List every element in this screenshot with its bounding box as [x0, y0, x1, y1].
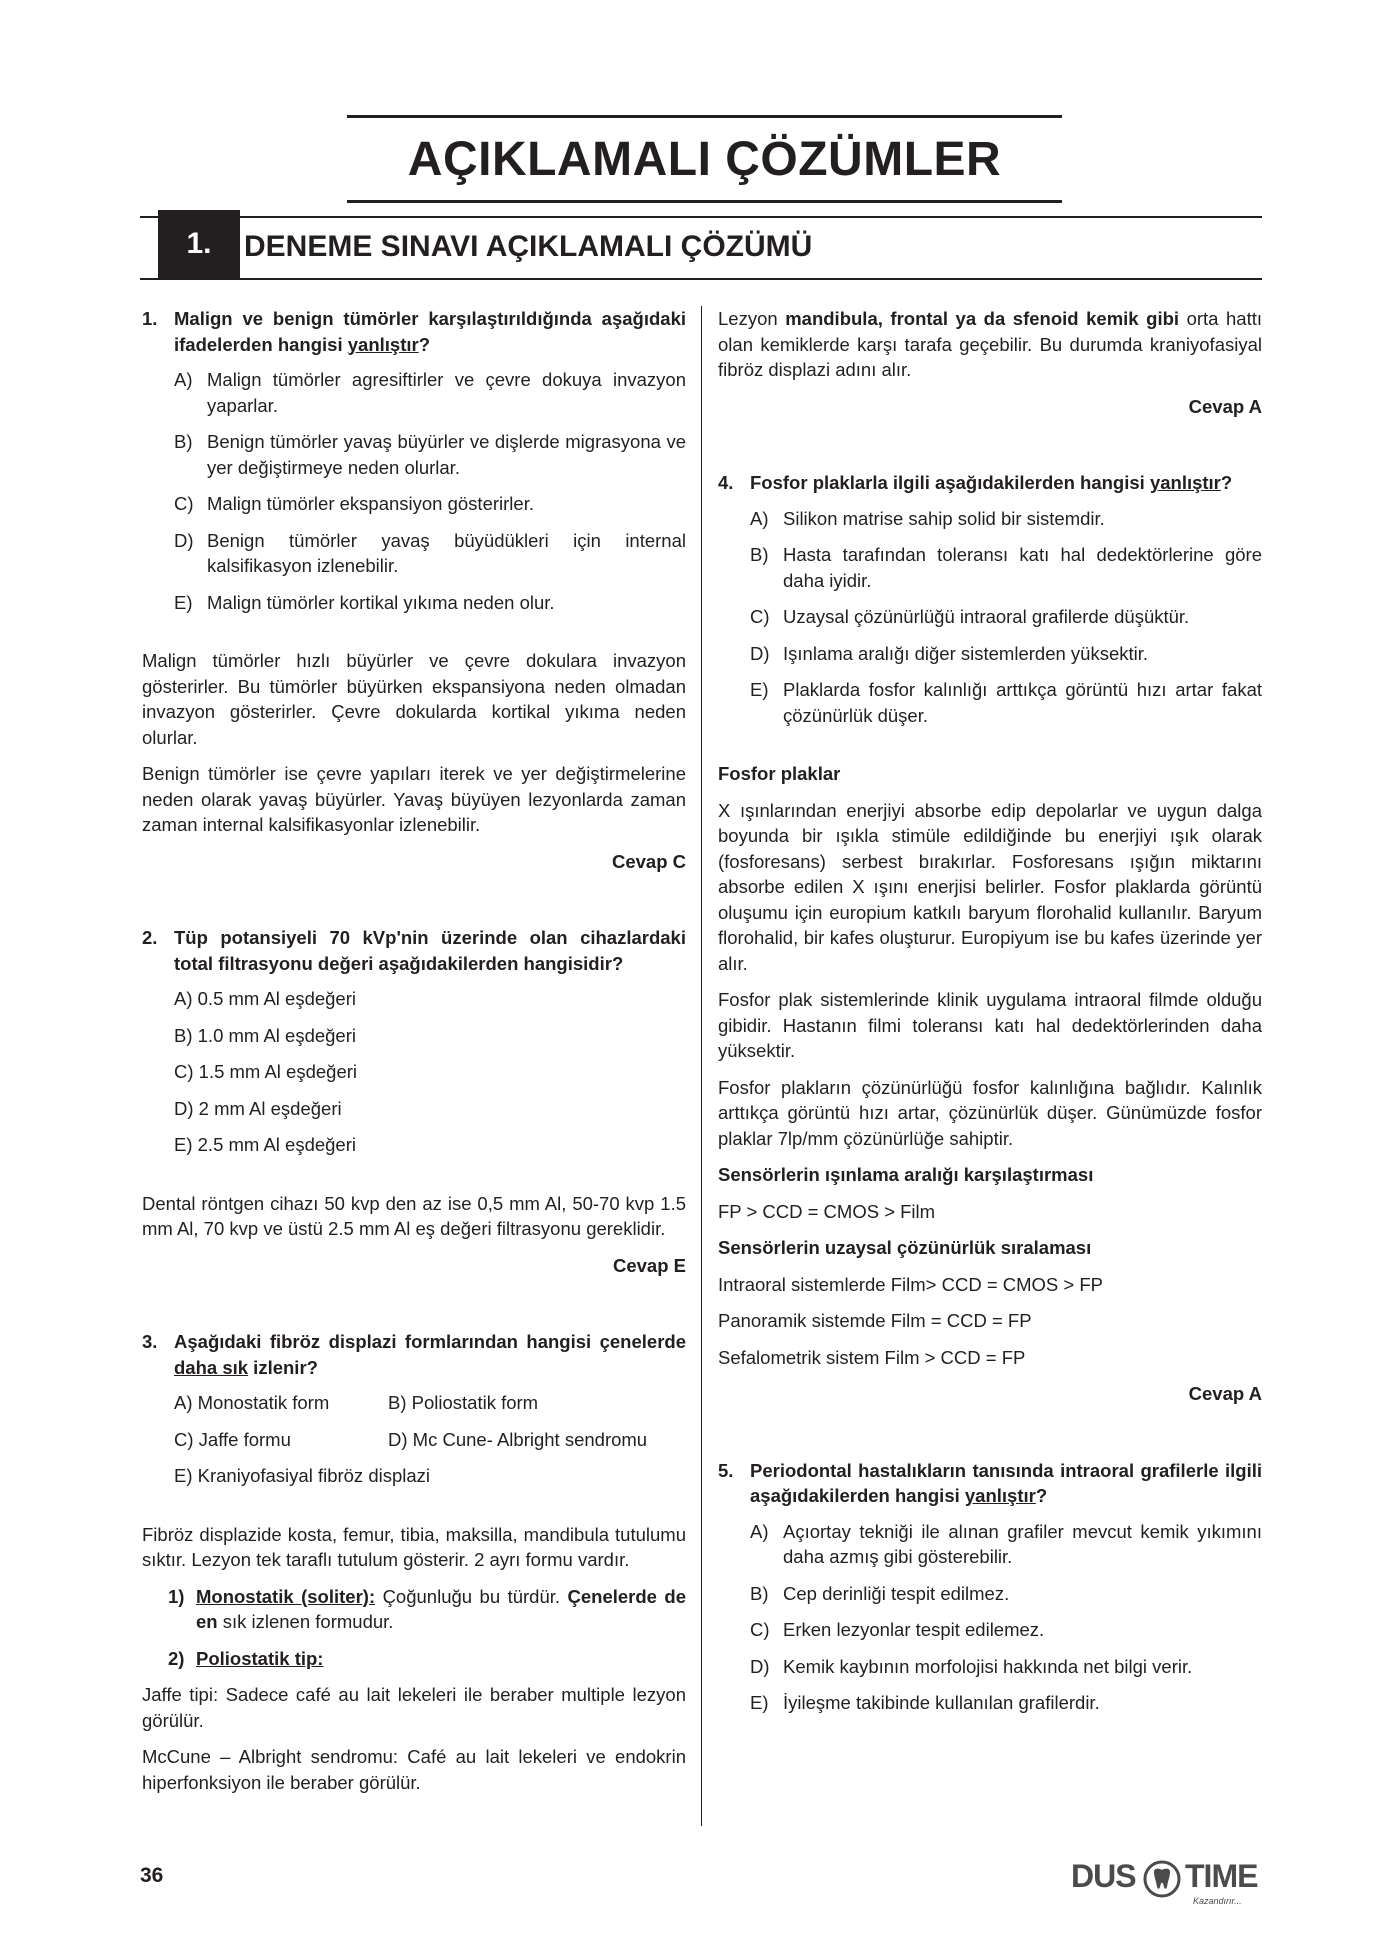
question-4 — [718, 470, 1262, 496]
brand-logo — [1071, 1858, 1266, 1914]
option-e: E) 2.5 mm Al eşdeğeri — [174, 1134, 356, 1155]
question-number: 1. — [142, 308, 158, 329]
logo-text-left: DUS — [1071, 1858, 1136, 1894]
section-number: 1. — [158, 210, 240, 278]
answer-label: Cevap E — [612, 1254, 686, 1276]
explanation-paragraph: Lezyon mandibula, frontal ya da sfenoid kemik gibi orta hattı olan kemiklerde karşı tarafa geçebilir. Bu durumda kraniyofasiyal fibröz displazi adını alır. — [718, 308, 1263, 380]
option-e: E) Malign tümörler kortikal yıkıma neden olur. — [174, 591, 555, 613]
column-divider — [701, 306, 702, 1826]
comparison-line: Sefalometrik sistem Film > CCD = FP — [718, 1346, 1026, 1368]
question-number: 2. — [142, 927, 158, 948]
option-c: C) Malign tümörler ekspansiyon gösterirler. — [174, 493, 534, 514]
question-text: Tüp potansiyeli 70 kVp'nin üzerinde olan cihazlardaki total filtrasyonu değeri aşağıdakilerden hangisidir? — [174, 927, 686, 974]
explanation-paragraph: Fosfor plakların çözünürlüğü fosfor kalınlığına bağlıdır. Kalınlık arttıkça görüntü hızı artar, çözünürlük düşer. Günümüzde fosfor plaklar 7lp/mm çözünürlüğe sahiptir. — [718, 1076, 1262, 1149]
question-number: 4. — [718, 472, 734, 493]
question-1 — [142, 306, 686, 357]
option-b: B) Poliostatik form — [388, 1392, 539, 1413]
section-header — [140, 216, 1262, 280]
explanation-paragraph: Jaffe tipi: Sadece café au lait lekeleri ile beraber multiple lezyon görülür. — [142, 1684, 686, 1731]
section-title: DENEME SINAVI AÇIKLAMALI ÇÖZÜMÜ — [244, 230, 813, 263]
option-d: D) Işınlama aralığı diğer sistemlerden yüksektir. — [750, 642, 1149, 664]
option-a: A) Silikon matrise sahip solid bir sistemdir. — [750, 507, 1105, 529]
option-d: D) Kemik kaybının morfolojisi hakkında net bilgi verir. — [750, 1655, 1193, 1677]
answer-label: Cevap A — [1188, 395, 1262, 417]
options-row — [174, 1427, 686, 1453]
logo-text-right: TIME — [1185, 1858, 1258, 1894]
option-e: E) İyileşme takibinde kullanılan grafilerdir. — [750, 1692, 1100, 1713]
question-number: 3. — [142, 1331, 158, 1352]
numbered-item-1: 1) Monostatik (soliter): Çoğunluğu bu türdür. Çenelerde de en sık izlenen formudur. — [168, 1585, 687, 1632]
option-c: C) Uzaysal çözünürlüğü intraoral grafilerde düşüktür. — [750, 606, 1190, 627]
option-c: C) Erken lezyonlar tespit edilemez. — [750, 1619, 1045, 1640]
explanation-paragraph: Dental röntgen cihazı 50 kvp den az ise 0,5 mm Al, 50-70 kvp 1.5 mm Al, 70 kvp ve üstü 2.5 mm Al eş değeri filtrasyonu gereklidir. — [142, 1192, 686, 1239]
question-2 — [142, 925, 686, 976]
option-c: C) 1.5 mm Al eşdeğeri — [174, 1061, 358, 1082]
option-e: E) Kraniyofasiyal fibröz displazi — [174, 1465, 431, 1486]
option-d: D) 2 mm Al eşdeğeri — [174, 1097, 342, 1119]
subheading: Sensörlerin ışınlama aralığı karşılaştırması — [718, 1164, 1094, 1185]
tooth-icon — [1141, 1860, 1183, 1898]
left-column — [142, 306, 686, 1806]
question-text: Aşağıdaki fibröz displazi formlarından hangisi çenelerde daha sık izlenir? — [174, 1331, 686, 1378]
explanation-paragraph: Fosfor plak sistemlerinde klinik uygulama intraoral filmde olduğu gibidir. Hastanın filmi toleransı katı hal dedektörlerinden daha yüksektir. — [718, 989, 1262, 1061]
subheading: Fosfor plaklar — [718, 763, 841, 784]
question-text: Periodontal hastalıkların tanısında intraoral grafilerle ilgili aşağıdakilerden hangisi yanlıştır? — [750, 1459, 1262, 1506]
question-5 — [718, 1458, 1262, 1509]
logo-tagline: Kazandırır... — [1193, 1896, 1242, 1906]
option-a: A) Açıortay tekniği ile alınan grafiler mevcut kemik yıkımını daha azmış gibi gösterebilir. — [750, 1520, 1262, 1567]
option-c: C) Jaffe formu — [174, 1428, 291, 1450]
option-a: A) Malign tümörler agresiftirler ve çevre dokuya invazyon yaparlar. — [174, 369, 686, 416]
option-a: A) Monostatik form — [174, 1392, 330, 1413]
explanation-paragraph: X ışınlarından enerjiyi absorbe edip depolarlar ve uygun dalga boyunda bir ışıkla stimüle edildiğinde bu enerjiyi ışık olarak (fosforesans) serbest bırakırlar. Fosforesans ışığın miktarını absorbe edilen X ışını enerjisi belirler. Fosfor plaklarda görüntü oluşumu için europium katkılı baryum florohalid kullanılır. Baryum florohalid, bir kafes oluşturur. Europiyum ise bu kafes üzerinde yer alır. — [718, 799, 1262, 974]
options-row — [174, 1390, 686, 1416]
comparison-line: FP > CCD = CMOS > Film — [718, 1200, 936, 1222]
subheading: Sensörlerin uzaysal çözünürlük sıralaması — [718, 1237, 1092, 1258]
question-text: Malign ve benign tümörler karşılaştırıldığında aşağıdaki ifadelerden hangisi yanlıştır? — [174, 308, 686, 355]
main-title-box — [347, 115, 1062, 203]
comparison-line: Intraoral sistemlerde Film> CCD = CMOS > FP — [718, 1273, 1103, 1295]
numbered-item-2: 2) Poliostatik tip: — [168, 1647, 324, 1669]
explanation-paragraph: Malign tümörler hızlı büyürler ve çevre dokulara invazyon gösterirler. Bu tümörler büyürken ekspansiyona neden olmadan invazyon gösterirler. Çevre dokularda kortikal yıkıma neden olurlar. — [142, 650, 686, 748]
explanation-paragraph: McCune – Albright sendromu: Café au lait lekeleri ve endokrin hiperfonksiyon ile beraber görülür. — [142, 1746, 686, 1793]
option-b: B) 1.0 mm Al eşdeğeri — [174, 1024, 356, 1046]
question-3 — [142, 1329, 686, 1380]
option-b: B) Hasta tarafından toleransı katı hal dedektörlerine göre daha iyidir. — [750, 544, 1262, 591]
answer-label: Cevap C — [611, 850, 686, 872]
page-title: AÇIKLAMALI ÇÖZÜMLER — [407, 132, 1002, 186]
option-a: A) 0.5 mm Al eşdeğeri — [174, 988, 356, 1009]
option-b: B) Cep derinliği tespit edilmez. — [750, 1582, 1010, 1604]
option-d: D) Benign tümörler yavaş büyüdükleri için internal kalsifikasyon izlenebilir. — [174, 529, 686, 576]
comparison-line: Panoramik sistemde Film = CCD = FP — [718, 1310, 1032, 1331]
explanation-paragraph: Benign tümörler ise çevre yapıları iterek ve yer değiştirmelerine neden olarak yavaş büyürler. Yavaş büyüyen lezyonlarda zaman zaman internal kalsifikasyonlar izlenebilir. — [142, 763, 686, 835]
page-number: 36 — [140, 1864, 164, 1887]
option-e: E) Plaklarda fosfor kalınlığı arttıkça görüntü hızı artar fakat çözünürlük düşer. — [750, 679, 1262, 726]
option-d: D) Mc Cune- Albright sendromu — [388, 1428, 648, 1450]
explanation-paragraph: Fibröz displazide kosta, femur, tibia, maksilla, mandibula tutulumu sıktır. Lezyon tek taraflı tutulum gösterir. 2 ayrı formu vardır. — [142, 1523, 686, 1570]
answer-label: Cevap A — [1188, 1383, 1262, 1404]
question-text: Fosfor plaklarla ilgili aşağıdakilerden hangisi yanlıştır? — [750, 472, 1233, 493]
option-b: B) Benign tümörler yavaş büyürler ve dişlerde migrasyona ve yer değiştirmeye neden olurlar. — [174, 431, 686, 478]
right-column — [718, 306, 1262, 1727]
question-number: 5. — [718, 1459, 734, 1481]
